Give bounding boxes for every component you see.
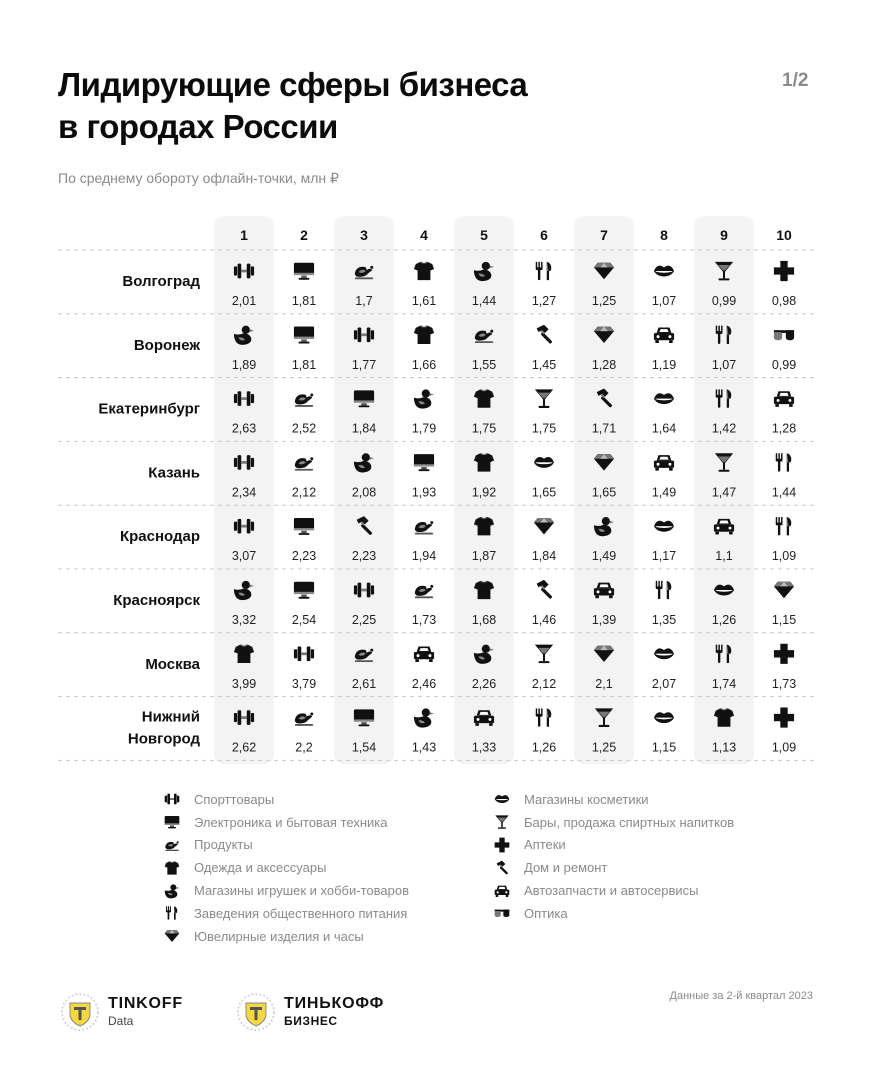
tinkoff-emblem-icon xyxy=(236,992,276,1032)
chicken-icon xyxy=(295,457,313,470)
cell-value: 2,07 xyxy=(651,676,677,691)
column-header-8: 8 xyxy=(660,227,668,243)
cross-icon xyxy=(774,708,794,728)
lips-icon xyxy=(654,648,674,659)
cell-value: 1,89 xyxy=(231,357,257,372)
city-label: Екатеринбург xyxy=(98,400,200,418)
cell-value: 1,65 xyxy=(531,485,557,500)
column-header-2: 2 xyxy=(300,227,308,243)
city-label-line: Новгород xyxy=(127,730,200,748)
cutlery-icon xyxy=(536,262,552,280)
legend-item xyxy=(162,879,482,902)
hammer-icon xyxy=(537,580,553,599)
cell-value: 1,65 xyxy=(591,485,617,500)
city-label: Казань xyxy=(148,464,200,482)
legend-label: Ювелирные изделия и часы xyxy=(194,928,364,944)
cell-value: 1,09 xyxy=(771,740,797,755)
cell-value: 1,28 xyxy=(591,357,617,372)
legend-label: Спорттовары xyxy=(194,791,275,807)
cutlery-icon xyxy=(776,517,792,535)
monitor-icon xyxy=(414,454,434,471)
tinkoff-emblem-icon xyxy=(60,992,100,1032)
cell-value: 1,64 xyxy=(651,421,677,436)
lips-icon xyxy=(654,266,674,277)
car-icon xyxy=(774,391,794,407)
cell-value: 1,55 xyxy=(471,357,497,372)
diamond-icon xyxy=(162,928,182,944)
legend-label: Электроника и бытовая техника xyxy=(194,814,388,830)
cell-value: 2,08 xyxy=(351,485,377,500)
cell-value: 1,84 xyxy=(531,549,557,564)
cell-value: 1,07 xyxy=(651,294,677,308)
legend-label: Автозапчасти и автосервисы xyxy=(524,883,699,899)
column-header-6: 6 xyxy=(540,227,548,243)
cutlery-icon xyxy=(776,453,792,471)
cell-value: 1,61 xyxy=(411,294,437,308)
cell-value: 2,54 xyxy=(291,613,317,627)
cell-value: 1,27 xyxy=(531,294,557,308)
cell-value: 2,46 xyxy=(411,676,437,691)
cell-value: 1,09 xyxy=(771,549,797,564)
monitor-icon xyxy=(294,582,314,599)
legend-item xyxy=(492,811,812,834)
duck-icon xyxy=(162,883,182,899)
legend-label: Одежда и аксессуары xyxy=(194,860,327,876)
chicken-icon xyxy=(295,393,313,406)
title-line-1: Лидирующие сферы бизнеса xyxy=(58,66,528,103)
car-icon xyxy=(654,327,674,343)
cell-value: 1,15 xyxy=(651,740,677,755)
legend-item xyxy=(492,834,812,857)
monitor-icon xyxy=(294,263,314,280)
lips-icon xyxy=(654,521,674,532)
cell-value: 1,73 xyxy=(411,613,437,627)
cell-value: 1,42 xyxy=(711,421,737,436)
cell-value: 1,15 xyxy=(771,613,797,627)
cell-value: 1,19 xyxy=(651,357,677,372)
cell-value: 2,23 xyxy=(351,549,377,564)
cell-value: 2,1 xyxy=(595,676,613,691)
cell-value: 1,25 xyxy=(591,740,617,755)
cell-value: 1,47 xyxy=(711,485,737,500)
cell-value: 1,13 xyxy=(711,740,737,755)
legend-label: Магазины игрушек и хобби-товаров xyxy=(194,883,409,899)
cell-value: 0,99 xyxy=(771,357,797,372)
column-header-4: 4 xyxy=(420,227,428,243)
cell-value: 1,49 xyxy=(591,549,617,564)
monitor-icon xyxy=(162,814,182,830)
tshirt-icon xyxy=(414,326,434,344)
cross-icon xyxy=(492,837,512,853)
cell-value: 1,73 xyxy=(771,676,797,691)
cell-value: 1,26 xyxy=(711,613,737,627)
legend-item xyxy=(162,788,482,811)
lips-icon xyxy=(654,393,674,404)
cutlery-icon xyxy=(656,581,672,599)
cell-value: 2,26 xyxy=(471,676,497,691)
legend-label: Бары, продажа спиртных напитков xyxy=(524,814,735,830)
cell-value: 1,81 xyxy=(291,294,317,308)
glasses-icon xyxy=(492,905,512,921)
legend-item xyxy=(162,925,482,948)
cell-value: 1,44 xyxy=(771,485,797,500)
legend-item xyxy=(492,902,812,925)
cell-value: 2,12 xyxy=(531,676,557,691)
cell-value: 1,84 xyxy=(351,421,377,436)
cell-value: 2,23 xyxy=(291,549,317,564)
cell-value: 1,46 xyxy=(531,613,557,627)
cell-value: 1,28 xyxy=(771,421,797,436)
legend-item xyxy=(492,879,812,902)
cell-value: 2,34 xyxy=(231,485,257,500)
glasses-icon xyxy=(774,330,794,340)
cell-value: 1,49 xyxy=(651,485,677,500)
cell-value: 1,25 xyxy=(591,294,617,308)
chicken-icon xyxy=(415,585,433,598)
cell-value: 1,79 xyxy=(411,421,437,436)
cell-value: 3,99 xyxy=(231,676,257,691)
cocktail-icon xyxy=(492,814,512,830)
cell-value: 2,01 xyxy=(231,294,257,308)
city-label: Красноярск xyxy=(113,592,200,609)
cell-value: 3,79 xyxy=(291,676,317,691)
duck-icon xyxy=(414,708,434,727)
duck-icon xyxy=(414,389,434,408)
legend-item xyxy=(162,811,482,834)
cell-value: 1,39 xyxy=(591,613,617,627)
subtitle: По среднему обороту офлайн-точки, млн ₽ xyxy=(58,170,339,186)
column-header-9: 9 xyxy=(720,227,728,243)
cell-value: 2,25 xyxy=(351,613,377,627)
legend-label: Продукты xyxy=(194,837,253,853)
cocktail-icon xyxy=(535,389,553,408)
cell-value: 1,45 xyxy=(531,357,557,372)
cell-value: 1,87 xyxy=(471,549,497,564)
cocktail-icon xyxy=(535,645,553,664)
diamond-icon xyxy=(774,582,794,599)
cell-value: 1,1 xyxy=(715,549,733,564)
legend-item xyxy=(162,834,482,857)
chicken-icon xyxy=(162,837,182,853)
city-label: Воронеж xyxy=(133,336,200,354)
legend-label: Заведения общественного питания xyxy=(194,905,408,921)
cell-value: 1,44 xyxy=(471,294,497,308)
lips-icon xyxy=(534,457,554,468)
city-label xyxy=(128,709,201,748)
city-label: Волгоград xyxy=(122,273,200,290)
cell-value: 1,75 xyxy=(471,421,497,436)
legend-item xyxy=(162,902,482,925)
car-icon xyxy=(492,883,512,899)
legend-item xyxy=(492,788,812,811)
lips-icon xyxy=(654,712,674,723)
hammer-icon xyxy=(492,860,512,876)
tshirt-icon xyxy=(414,262,434,280)
cell-value: 2,12 xyxy=(291,485,317,500)
legend-left xyxy=(162,788,482,948)
hammer-icon xyxy=(537,325,553,344)
page-indicator: 1/2 xyxy=(782,70,809,91)
cell-value: 2,52 xyxy=(291,421,317,436)
cell-value: 1,07 xyxy=(711,357,737,372)
legend-label: Дом и ремонт xyxy=(524,860,608,876)
legend-item xyxy=(162,856,482,879)
dumbbell-icon xyxy=(162,791,182,807)
cell-value: 1,66 xyxy=(411,357,437,372)
chicken-icon xyxy=(295,712,313,725)
lips-icon xyxy=(492,791,512,807)
tinkoff-business-logo-sub: БИЗНЕС xyxy=(284,1014,338,1028)
chicken-icon xyxy=(415,521,433,534)
column-header-3: 3 xyxy=(360,227,368,243)
legend-right xyxy=(492,788,812,925)
tinkoff-data-logo xyxy=(60,992,183,1032)
legend-label: Магазины косметики xyxy=(524,791,649,807)
cell-value: 1,74 xyxy=(711,676,737,691)
tinkoff-data-logo-sub: Data xyxy=(108,1014,134,1028)
city-label-line: Нижний xyxy=(141,708,200,726)
title-line-2: в городах России xyxy=(58,108,338,145)
cell-value: 0,98 xyxy=(771,294,797,308)
city-label: Москва xyxy=(145,655,200,673)
cutlery-icon xyxy=(536,708,552,726)
cross-icon xyxy=(774,644,794,664)
tshirt-icon xyxy=(162,860,182,876)
tinkoff-data-logo-main: TINKOFF xyxy=(108,995,183,1012)
cell-value: 2,2 xyxy=(295,740,313,755)
cutlery-icon xyxy=(162,905,182,921)
dumbbell-icon xyxy=(294,646,314,661)
cell-value: 3,32 xyxy=(231,613,257,627)
cell-value: 0,99 xyxy=(711,294,737,308)
cell-value: 1,94 xyxy=(411,549,437,564)
cell-value: 1,54 xyxy=(351,740,377,755)
cell-value: 1,33 xyxy=(471,740,497,755)
cell-value: 1,17 xyxy=(651,549,677,564)
cell-value: 2,63 xyxy=(231,421,257,436)
cell-value: 2,62 xyxy=(231,740,257,755)
cell-value: 1,81 xyxy=(291,357,317,372)
cell-value: 1,7 xyxy=(355,294,373,308)
tinkoff-business-logo-main: ТИНЬКОФФ xyxy=(284,995,385,1012)
cell-value: 1,68 xyxy=(471,613,497,627)
car-icon xyxy=(414,646,434,662)
cell-value: 1,71 xyxy=(591,421,617,436)
cell-value: 1,35 xyxy=(651,613,677,627)
legend-item xyxy=(492,856,812,879)
city-label: Краснодар xyxy=(119,528,200,546)
column-header-7: 7 xyxy=(600,227,608,243)
legend-label: Оптика xyxy=(524,905,568,921)
monitor-icon xyxy=(294,518,314,535)
legend-label: Аптеки xyxy=(524,837,566,853)
cell-value: 1,93 xyxy=(411,485,437,500)
cross-icon xyxy=(774,261,794,281)
tinkoff-business-logo xyxy=(236,992,384,1032)
column-header-1: 1 xyxy=(240,227,248,243)
data-period-note: Данные за 2-й квартал 2023 xyxy=(669,990,813,1002)
cell-value: 2,61 xyxy=(351,676,377,691)
column-header-10: 10 xyxy=(776,227,792,243)
diamond-icon xyxy=(534,518,554,535)
cell-value: 1,43 xyxy=(411,740,437,755)
column-header-5: 5 xyxy=(480,227,488,243)
cell-value: 1,75 xyxy=(531,421,557,436)
cell-value: 1,77 xyxy=(351,357,377,372)
cell-value: 3,07 xyxy=(231,549,257,564)
car-icon xyxy=(654,455,674,471)
cell-value: 1,26 xyxy=(531,740,557,755)
cell-value: 1,92 xyxy=(471,485,497,500)
monitor-icon xyxy=(294,327,314,344)
